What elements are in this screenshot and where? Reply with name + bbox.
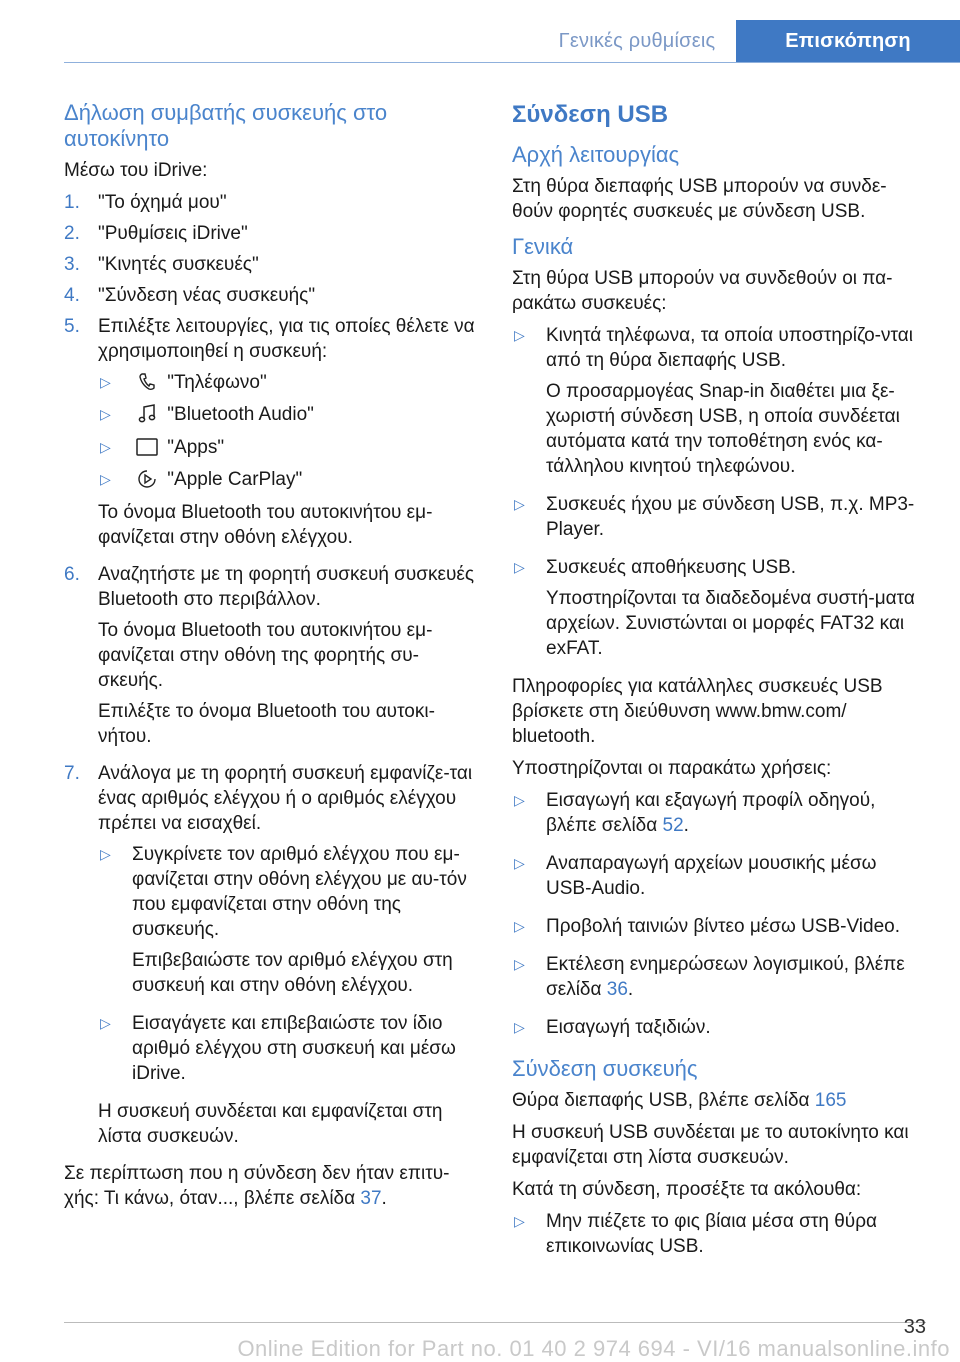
step-3: 3. "Κινητές συσκευές" xyxy=(64,254,259,275)
section-heading-register-device: Δήλωση συμβατής συσκευής στο αυτοκίνητο xyxy=(64,100,388,151)
step-7: 7. Ανάλογα με τη φορητή συσκευή εμφανίζε-ται ένας αριθμός ελέγχου ή ο αριθμός ελέγχου πρέπει να εισαχθεί. ▷ Συγκρίνετε τον αριθμό ελέγχου που εμ-φανίζεται στην οθόνη ελέγχου με αυ-τόν που εμφανίζεται στην οθόνη της συσκευής. Επιβεβαιώστε τον αριθμό ελέγχου στη συσκευή και στην οθόνη ελέγχου. ▷ Εισαγάγετε και επιβεβαιώστε τον ίδιο αριθμό ελέγχου στη συσκευή και μέσω iDrive. Η συσκευή συνδέεται και εμφανίζεται στη λίστα συσκευών. xyxy=(64,761,480,1155)
link-page-36[interactable]: 36 xyxy=(606,979,628,1000)
use-trips: ▷ Εισαγωγή ταξιδιών. xyxy=(514,1017,711,1038)
link-page-37[interactable]: 37 xyxy=(360,1187,382,1209)
use-software-update: ▷ Εκτέλεση ενημερώσεων λογισμικού, βλέπε σελίδα 36. xyxy=(514,954,905,1000)
header-tabs xyxy=(538,20,960,62)
heading-principle: Αρχή λειτουργίας xyxy=(512,142,680,167)
heading-general: Γενικά xyxy=(512,234,574,259)
function-bluetooth-audio: ▷ "Bluetooth Audio" xyxy=(98,402,480,427)
link-page-52[interactable]: 52 xyxy=(662,815,684,836)
phone-icon xyxy=(132,370,162,395)
step-6: 6. Αναζητήστε με τη φορητή συσκευή συσκευές Bluetooth στο περιβάλλον. Το όνομα Bluetooth του αυτοκινήτου εμ-φανίζεται στην οθόνη της φορητής συ-σκευής. Επιλέξτε το όνομα Bluetooth του αυτοκι-νήτου. xyxy=(64,563,475,747)
tab-overview[interactable]: Επισκόπηση xyxy=(736,20,960,62)
header-divider xyxy=(64,62,960,63)
step-5: 5. Επιλέξτε λειτουργίες, για τις οποίες θέλετε να χρησιμοποιηθεί η συσκευή: ▷ "Τηλέφωνο" ▷ "Bluetooth Audio" ▷ "Apps" ▷ "Apple CarPlay" Το όνομα Bluetooth του αυτοκινήτου εμ-φανίζεται στην οθόνη ελέγχου. xyxy=(64,314,480,556)
footer-divider xyxy=(64,1322,926,1323)
function-apps: ▷ "Apps" xyxy=(98,435,480,460)
right-column: Σύνδεση USB Αρχή λειτουργίας Στη θύρα διεπαφής USB μπορούν να συνδε-θούν φορητές συσκευές με σύνδεση USB. Γενικά Στη θύρα USB μπορούν να συνδεθούν οι πα-ρακάτω συσκευές: ▷ Κινητά τηλέφωνα, τα οποία υποστηρίζο-νται από τη θύρα διεπαφής USB. Ο προσαρμογέας Snap-in διαθέτει μια ξε-χωριστή σύνδεση USB, η οποία συνδέεται αυτόματα κατά την τοποθέτηση ενός κα-τάλληλου κινητού τηλεφώνου. ▷ Συσκευές ήχου με σύνδεση USB, π.χ. MP3-Player. ▷ Συσκευές αποθήκευσης USB. Υποστηρίζονται τα διαδεδομένα συστή-ματα αρχείων. Συνιστώνται οι μορφές FAT32 και exFAT. Πληροφορίες για κατάλληλες συσκευές USB βρίσκετε στη διεύθυνση www.bmw.com/ bluetooth. Υποστηρίζονται οι παρακάτω χρήσεις: ▷ Εισαγωγή και εξαγωγή προφίλ οδηγού, βλέπε σελίδα 52. ▷ Αναπαραγωγή αρχείων μουσικής μέσω USB-Audio. ▷ Προβολή ταινιών βίντεο μέσω USB-Video. ▷ Εκτέλεση ενημερώσεων λογισμικού, βλέπε σελίδα 36. ▷ Εισαγωγή ταξιδιών. Σύνδεση συσκευής Θύρα διεπαφής USB, βλέπε σελίδα 165 Η συσκευή USB συνδέεται με το αυτοκίνητο και εμφανίζεται στη λίστα συσκευών. Κατά τη σύνδεση, προσέξτε τα ακόλουθα: ▷ Μην πιέζετε το φις βίαια μέσα στη θύρα επικοινωνίας USB. xyxy=(512,100,926,1272)
left-column xyxy=(64,100,480,1218)
step-1: 1. "Το όχημά μου" xyxy=(64,192,227,213)
watermark: Online Edition for Part no. 01 40 2 974 694 - VI/16 manualsonline.info xyxy=(237,1336,950,1361)
function-apple-carplay: ▷ "Apple CarPlay" xyxy=(98,467,480,492)
uses-text: Υποστηρίζονται οι παρακάτω χρήσεις: xyxy=(512,758,832,779)
page-number: 33 xyxy=(903,1316,926,1338)
device-storage: ▷ Συσκευές αποθήκευσης USB. Υποστηρίζονται τα διαδεδομένα συστή-ματα αρχείων. Συνιστώνται οι μορφές FAT32 και exFAT. xyxy=(514,557,915,659)
step-4: 4. "Σύνδεση νέας συσκευής" xyxy=(64,285,316,306)
link-page-165[interactable]: 165 xyxy=(814,1090,847,1111)
step-7-enter: ▷ Εισαγάγετε και επιβεβαιώστε τον ίδιο αριθμό ελέγχου στη συσκευή και μέσω iDrive. xyxy=(100,1012,456,1084)
step-2: 2. "Ρυθμίσεις iDrive" xyxy=(64,223,248,244)
carplay-play-icon xyxy=(132,468,162,493)
section-title-usb: Σύνδεση USB xyxy=(512,101,669,128)
failure-text: Σε περίπτωση που η σύνδεση δεν ήταν επιτυ-χής: Τι κάνω, όταν..., βλέπε σελίδα 37. xyxy=(64,1162,450,1209)
use-audio: ▷ Αναπαραγωγή αρχείων μουσικής μέσω USB-Audio. xyxy=(514,853,877,899)
function-phone: ▷ "Τηλέφωνο" xyxy=(98,370,480,395)
caution-plug: ▷ Μην πιέζετε το φις βίαια μέσα στη θύρα επικοινωνίας USB. xyxy=(514,1211,877,1257)
intro-text: Μέσω του iDrive: xyxy=(64,160,208,181)
info-text: Πληροφορίες για κατάλληλες συσκευές USB βρίσκετε στη διεύθυνση www.bmw.com/ bluetooth. xyxy=(512,676,883,747)
use-video: ▷ Προβολή ταινιών βίντεο μέσω USB-Video. xyxy=(514,916,901,937)
device-audio: ▷ Συσκευές ήχου με σύνδεση USB, π.χ. MP3-Player. xyxy=(514,494,915,540)
device-mobile: ▷ Κινητά τηλέφωνα, τα οποία υποστηρίζο-νται από τη θύρα διεπαφής USB. Ο προσαρμογέας Snap-in διαθέτει μια ξε-χωριστή σύνδεση USB, η οποία συνδέεται αυτόματα κατά την τοποθέτηση ενός κα-τάλληλου κινητού τηλεφώνου. xyxy=(514,325,913,477)
music-note-icon xyxy=(132,403,162,428)
heading-connect-device: Σύνδεση συσκευής xyxy=(512,1056,698,1081)
step-7-compare: ▷ Συγκρίνετε τον αριθμό ελέγχου που εμ-φανίζεται στην οθόνη ελέγχου με αυ-τόν που εμφανίζεται στην οθόνη της συσκευής. Επιβεβαιώστε τον αριθμό ελέγχου στη συσκευή και στην οθόνη ελέγχου. xyxy=(100,843,467,996)
use-profiles: ▷ Εισαγωγή και εξαγωγή προφίλ οδηγού, βλέπε σελίδα 52. xyxy=(514,790,876,836)
tab-general-settings[interactable]: Γενικές ρυθμίσεις xyxy=(558,29,716,52)
apps-icon xyxy=(132,435,162,460)
footer xyxy=(0,1310,960,1362)
